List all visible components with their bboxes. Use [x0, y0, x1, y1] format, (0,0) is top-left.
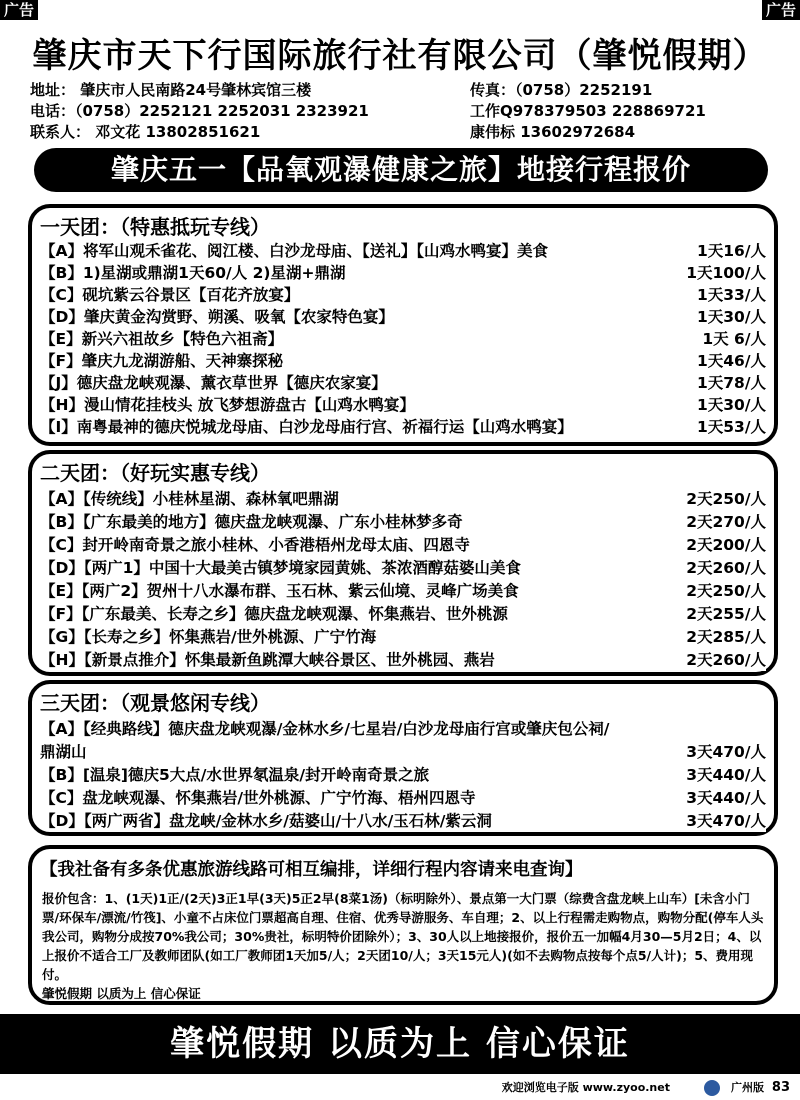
company-name: 肇庆市天下行国际旅行社有限公司（肇悦假期） [32, 36, 768, 76]
list-item [40, 240, 766, 262]
list-item [40, 764, 766, 786]
item-text: 【C】砚坑紫云谷景区【百花齐放宴】 [40, 286, 300, 304]
one-day-section [28, 204, 778, 446]
footer-slogan: 肇悦假期 以质为上 信心保证 [0, 1014, 800, 1074]
phone: 电话：（0758）2252121 2252031 2323921 [30, 102, 369, 120]
item-text: 【B】1)星湖或鼎湖1天60/人 2)星湖+鼎湖 [40, 264, 346, 282]
contact-block [30, 80, 780, 144]
notice-details [42, 889, 764, 1003]
list-item [40, 557, 766, 579]
item-text: 【H】【新景点推介】怀集最新鱼跳潭大峡谷景区、世外桃园、燕岩 [40, 651, 495, 669]
bottom-bar [0, 1076, 800, 1100]
item-text: 鼎湖山 [40, 743, 87, 761]
item-price: 2天285/人 [686, 628, 766, 646]
list-item [40, 741, 766, 763]
banner-title: 肇庆五一【品氧观瀑健康之旅】地接行程报价 [34, 148, 768, 192]
item-price: 1天30/人 [696, 308, 766, 326]
item-text: 【J】德庆盘龙峡观瀑、薰衣草世界【德庆农家宴】 [40, 374, 387, 392]
notice-slogan: 肇悦假期 以质为上 信心保证 [42, 986, 201, 1001]
item-price: 2天260/人 [686, 651, 766, 669]
item-price: 1天 6/人 [702, 330, 766, 348]
list-item [40, 810, 766, 832]
contact-person: 联系人： 邓文花 13802851621 [30, 123, 261, 141]
edition-label: 广州版 [731, 1081, 764, 1094]
list-item [40, 626, 766, 648]
item-text: 【G】【长寿之乡】怀集燕岩/世外桃源、广宁竹海 [40, 628, 377, 646]
item-text: 【D】【两广1】中国十大最美古镇梦境家园黄姚、茶浓酒醇菇婆山美食 [40, 559, 521, 577]
three-day-section [28, 680, 778, 836]
item-price: 1天46/人 [696, 352, 766, 370]
item-text: 【E】新兴六祖故乡【特色六祖斋】 [40, 330, 284, 348]
item-text: 【F】【广东最美、长寿之乡】德庆盘龙峡观瀑、怀集燕岩、世外桃源 [40, 605, 508, 623]
item-price: 2天250/人 [686, 582, 766, 600]
three-day-title: 三天团：（观景悠闲专线） [40, 691, 270, 715]
item-price: 3天470/人 [686, 812, 766, 830]
page-number: 83 [771, 1080, 790, 1095]
item-price: 3天470/人 [686, 743, 766, 761]
list-item [40, 718, 766, 740]
item-text: 【D】【两广两省】盘龙峡/金林水乡/菇婆山/十八水/玉石林/紫云洞 [40, 812, 492, 830]
notice-details-text: 报价包含：1、(1天)1正/(2天)3正1早(3天)5正2早(8菜1汤)（标明除外）、景点第一大门票（综费含盘龙峡上山车）[未含小门票/环保车/漂流/竹筏]、小童不占床位门票超高自理、住宿、优秀导游服务、车自理；2、以上行程需走购物点，购物分配(停车人头我公司，购物分成按70%我公司；30%贵社，标明特价团除外）；3、30人以上地接报价，报价五一加幅4月30—5月2日；4、以上报价不适合工厂及教师团队(如工厂教师团1天加5/人；2天团10/人；3天15元人)(如不去购物点按每个点5/人计)；5、费用现付。 [42, 891, 764, 982]
fax: 传真：（0758）2252191 [470, 81, 653, 99]
item-text: 【A】【传统线】小桂林星湖、森林氧吧鼎湖 [40, 490, 339, 508]
item-text: 【E】【两广2】贺州十八水瀑布群、玉石林、紫云仙境、灵峰广场美食 [40, 582, 519, 600]
newspaper-logo-icon [704, 1080, 720, 1096]
item-text: 【C】盘龙峡观瀑、怀集燕岩/世外桃源、广宁竹海、梧州四恩寺 [40, 789, 476, 807]
two-day-title: 二天团：（好玩实惠专线） [40, 461, 270, 485]
list-item [40, 787, 766, 809]
item-text: 【C】封开岭南奇景之旅小桂林、小香港梧州龙母太庙、四恩寺 [40, 536, 470, 554]
list-item [40, 306, 766, 328]
item-price: 3天440/人 [686, 789, 766, 807]
notice-section [28, 845, 778, 1005]
item-price: 2天250/人 [686, 490, 766, 508]
item-text: 【B】[温泉]德庆5大点/水世界氡温泉/封开岭南奇景之旅 [40, 766, 430, 784]
list-item [40, 350, 766, 372]
item-price: 1天30/人 [696, 396, 766, 414]
list-item [40, 372, 766, 394]
ad-label-left: 广告 [0, 0, 38, 20]
item-text: 【A】【经典路线】德庆盘龙峡观瀑/金林水乡/七星岩/白沙龙母庙行宫或肇庆包公祠/ [40, 720, 610, 738]
list-item [40, 649, 766, 671]
list-item [40, 534, 766, 556]
list-item [40, 262, 766, 284]
item-price: 2天270/人 [686, 513, 766, 531]
item-text: 【F】肇庆九龙湖游船、天神寨探秘 [40, 352, 284, 370]
item-text: 【D】肇庆黄金沟赏野、朔溪、吸氧【农家特色宴】 [40, 308, 394, 326]
item-price: 1天100/人 [686, 264, 766, 282]
item-price: 1天53/人 [696, 418, 766, 436]
item-price: 1天33/人 [696, 286, 766, 304]
item-price: 1天78/人 [696, 374, 766, 392]
notice-headline: 【我社备有多条优惠旅游线路可相互编排，详细行程内容请来电查询】 [40, 860, 583, 880]
list-item [40, 394, 766, 416]
list-item [40, 603, 766, 625]
one-day-title: 一天团：（特惠抵玩专线） [40, 215, 270, 239]
item-price: 2天200/人 [686, 536, 766, 554]
item-price: 3天440/人 [686, 766, 766, 784]
item-price: 1天16/人 [696, 242, 766, 260]
item-text: 【A】将军山观禾雀花、阅江楼、白沙龙母庙、【送礼】【山鸡水鸭宴】美食 [40, 242, 548, 260]
address: 地址： 肇庆市人民南路24号肇林宾馆三楼 [30, 81, 312, 99]
item-text: 【I】南粤最神的德庆悦城龙母庙、白沙龙母庙行宫、祈福行运【山鸡水鸭宴】 [40, 418, 573, 436]
contact-kang: 康伟标 13602972684 [470, 123, 636, 141]
work-qq: 工作Q978379503 228869721 [470, 102, 706, 120]
ad-label-right: 广告 [762, 0, 800, 20]
list-item [40, 511, 766, 533]
two-day-section [28, 450, 778, 676]
list-item [40, 580, 766, 602]
list-item [40, 488, 766, 510]
item-price: 2天260/人 [686, 559, 766, 577]
list-item [40, 328, 766, 350]
list-item [40, 284, 766, 306]
list-item [40, 416, 766, 438]
welcome-text[interactable]: 欢迎浏览电子版 www.zyoo.net [501, 1081, 670, 1094]
item-text: 【B】【广东最美的地方】德庆盘龙峡观瀑、广东小桂林梦多奇 [40, 513, 463, 531]
item-price: 2天255/人 [686, 605, 766, 623]
item-text: 【H】漫山情花挂枝头 放飞梦想游盘古【山鸡水鸭宴】 [40, 396, 415, 414]
